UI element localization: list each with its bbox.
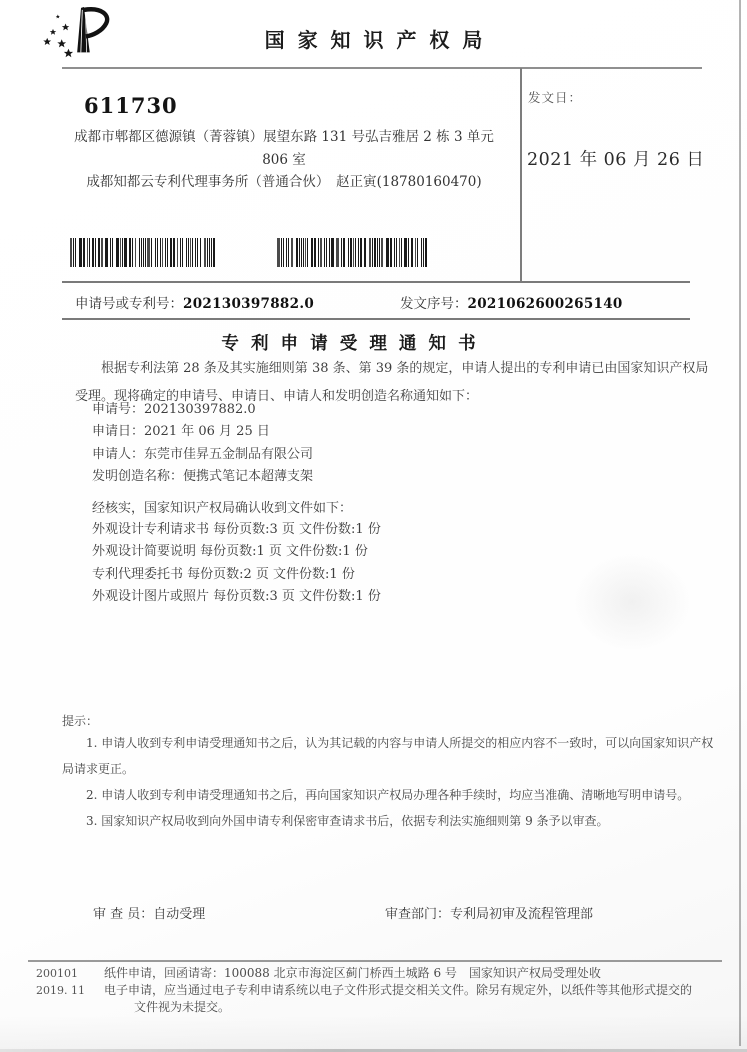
tip-item: 2. 申请人收到专利申请受理通知书之后，再向国家知识产权局办理各种手续时，均应当准确、清晰地写明申请号。 xyxy=(86,788,690,802)
dispatch-date-value: 2021 年 06 月 26 日 xyxy=(527,150,705,170)
footer-instructions xyxy=(104,965,734,1016)
field-value: 便携式笔记本超薄支架 xyxy=(183,469,314,485)
agent-line: 成都知都云专利代理事务所（普通合伙） 赵正寅(18780160470) xyxy=(86,174,482,190)
divider-rule xyxy=(62,281,690,283)
received-documents-list xyxy=(92,519,381,609)
field-value: 东莞市佳昇五金制品有限公司 xyxy=(144,446,314,462)
footer-rule xyxy=(28,960,722,962)
field-row xyxy=(92,444,313,466)
document-row: 专利代理委托书 每份页数:2 页 文件份数:1 份 xyxy=(92,566,355,582)
field-value: 2021 年 06 月 25 日 xyxy=(144,424,270,440)
application-number-field xyxy=(75,292,314,312)
notice-intro-paragraph: 根据专利法第 28 条及其实施细则第 38 条、第 39 条的规定，申请人提出的专利申请已由国家知识产权局受理。现将确定的申请号、申请日、申请人和发明创造名称通知如下： xyxy=(75,361,709,404)
header-rule xyxy=(62,67,702,69)
application-number-value: 202130397882.0 xyxy=(183,296,315,312)
tip-item: 1. 申请人收到专利申请受理通知书之后，认为其记载的内容与申请人所提交的相应内容不一致时，可以向国家知识产权局请求更正。 xyxy=(62,736,714,776)
field-label: 申请人： xyxy=(92,446,145,462)
footer-line: 文件视为未提交。 xyxy=(134,1000,231,1014)
department-value: 专利局初审及流程管理部 xyxy=(450,907,594,922)
cnipa-emblem-logo xyxy=(38,6,126,64)
postal-code: 611730 xyxy=(84,93,178,118)
footer-line: 电子申请，应当通过电子专利申请系统以电子文件形式提交相关文件。除另有规定外，以纸件等其他形式提交的 xyxy=(104,983,693,997)
footer-form-codes xyxy=(36,966,85,999)
examiner-value: 自动受理 xyxy=(153,907,206,922)
field-row xyxy=(92,421,313,443)
tip-item: 3. 国家知识产权局收到向外国申请专利保密审查请求书后，依据专利法实施细则第 9 条予以审查。 xyxy=(86,814,609,828)
department-field xyxy=(385,903,593,922)
dispatch-number-value: 2021062600265140 xyxy=(467,296,623,312)
form-code: 2019. 11 xyxy=(36,983,85,997)
scan-shadow xyxy=(0,1015,747,1049)
tips-label: 提示： xyxy=(62,714,99,728)
document-row: 外观设计简要说明 每份页数:1 页 文件份数:1 份 xyxy=(92,544,368,560)
scan-edge-line xyxy=(739,0,741,1046)
application-number-label: 申请号或专利号： xyxy=(75,296,183,312)
footer-line: 纸件申请，回函请寄：100088 北京市海淀区蓟门桥西土城路 6 号 国家知识产权局受理处收 xyxy=(104,966,601,980)
barcode xyxy=(70,238,240,267)
address-line-2: 806 室 xyxy=(262,151,306,168)
tips-list xyxy=(62,730,718,834)
divider-rule xyxy=(62,318,690,320)
agency-title: 国 家 知 识 产 权 局 xyxy=(264,28,486,52)
dispatch-box-border xyxy=(520,68,522,281)
field-label: 申请号： xyxy=(92,402,145,417)
address-line-1: 成都市郫都区德源镇（菁蓉镇）展望东路 131 号弘吉雅居 2 栋 3 单元 xyxy=(74,129,494,145)
field-label: 发明创造名称： xyxy=(92,469,184,485)
form-code: 200101 xyxy=(36,967,78,980)
field-label: 申请日： xyxy=(92,424,145,440)
examiner-field xyxy=(93,903,205,922)
field-value: 202130397882.0 xyxy=(144,402,256,417)
recipient-address-block xyxy=(58,126,510,194)
application-fields xyxy=(92,399,313,489)
document-row: 外观设计专利请求书 每份页数:3 页 文件份数:1 份 xyxy=(92,522,381,537)
dispatch-date-label: 发文日： xyxy=(528,90,583,105)
field-row xyxy=(92,399,313,421)
barcode xyxy=(277,238,478,267)
document-row: 外观设计图片或照片 每份页数:3 页 文件份数:1 份 xyxy=(92,589,381,605)
dispatch-number-field xyxy=(400,292,623,312)
notice-title: 专 利 申 请 受 理 通 知 书 xyxy=(221,334,479,354)
examiner-label: 审 查 员： xyxy=(93,907,154,922)
department-label: 审查部门： xyxy=(385,907,451,922)
field-row xyxy=(92,466,313,488)
confirmation-line: 经核实，国家知识产权局确认收到文件如下： xyxy=(92,501,353,516)
dispatch-number-label: 发文序号： xyxy=(400,296,468,312)
scan-smudge-artifact xyxy=(572,552,692,652)
